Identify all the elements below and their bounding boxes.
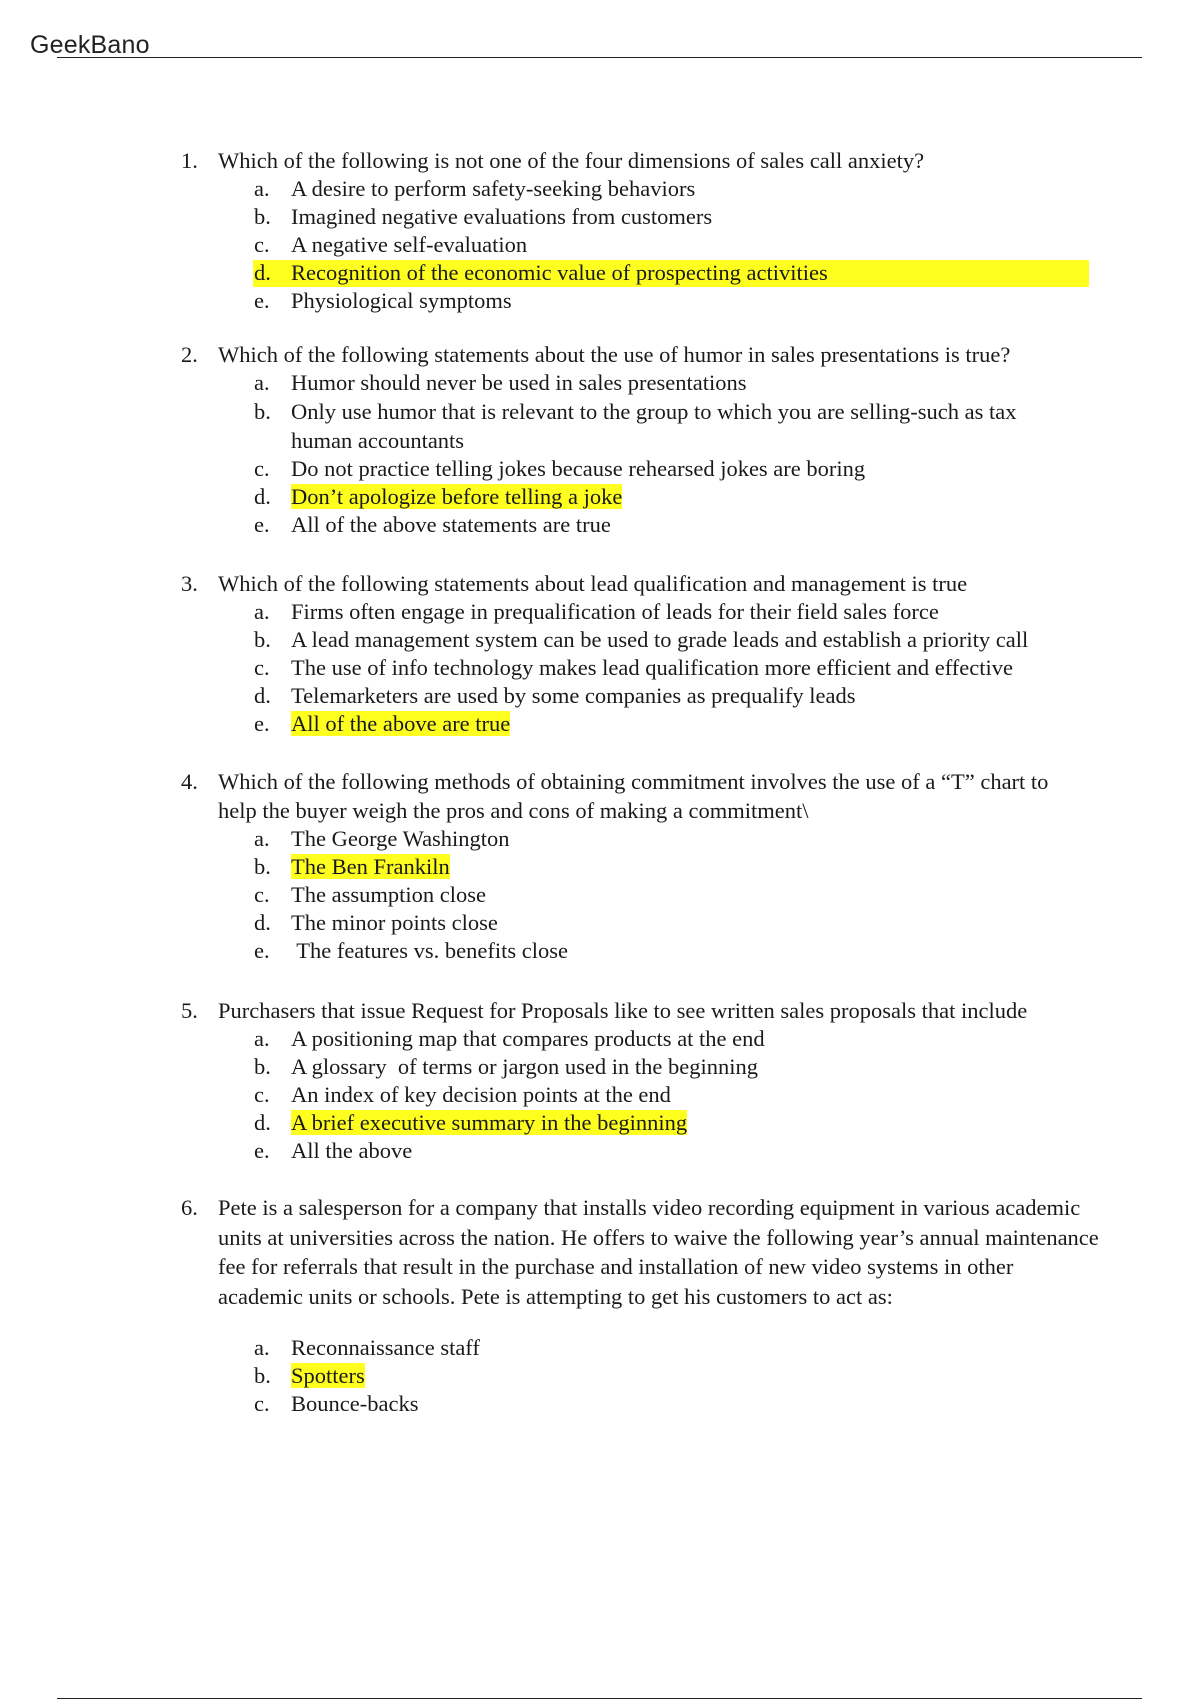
- option-letter: b.: [254, 854, 271, 879]
- option-letter: d.: [254, 260, 271, 285]
- option-letter: d.: [254, 1110, 271, 1135]
- option-e: [0, 937, 1200, 965]
- option-b: [0, 626, 1200, 654]
- option-b: [0, 853, 1200, 881]
- option-text-highlighted: The Ben Frankiln: [291, 854, 450, 879]
- option-text: A positioning map that compares products at the end: [291, 1026, 765, 1051]
- option-letter: b.: [254, 399, 271, 424]
- question-stem: [0, 1193, 1103, 1311]
- option-letter: c.: [254, 1082, 270, 1107]
- question-stem: [0, 340, 1093, 369]
- question-5: [0, 996, 1200, 1193]
- option-c: [0, 881, 1200, 909]
- question-number: 5.: [181, 998, 198, 1023]
- question-text: Which of the following methods of obtaining commitment involves the use of a “T” chart to help the buyer weigh the pros and cons of making a commitment\: [218, 769, 1049, 823]
- question-text: Which of the following statements about lead qualification and management is true: [218, 571, 968, 596]
- question-stem: [0, 146, 1093, 175]
- option-a: [0, 175, 1200, 203]
- option-list: [0, 1025, 1200, 1165]
- option-letter: a.: [254, 599, 270, 624]
- option-letter: c.: [254, 232, 270, 257]
- option-e: [0, 511, 1200, 539]
- option-e: [0, 287, 1200, 315]
- option-e: [0, 1137, 1200, 1165]
- option-text: The use of info technology makes lead qualification more efficient and effective: [291, 655, 1014, 680]
- option-text: An index of key decision points at the end: [291, 1082, 671, 1107]
- option-e: [0, 710, 1200, 738]
- option-letter: b.: [254, 627, 271, 652]
- option-text: Reconnaissance staff: [291, 1335, 480, 1360]
- question-text: Pete is a salesperson for a company that installs video recording equipment in various academic units at universities across the nation. He offers to waive the following year’s annual maintenance fee for referrals that result in the purchase and installation of new video systems in other academic units or schools. Pete is attempting to get his customers to act as:: [218, 1195, 1099, 1309]
- option-text: Imagined negative evaluations from customers: [291, 204, 713, 229]
- question-number: 6.: [181, 1195, 198, 1220]
- option-c: [0, 231, 1200, 259]
- question-number: 2.: [181, 342, 198, 367]
- option-b: [0, 1362, 1200, 1390]
- option-d-highlighted: [0, 259, 1200, 287]
- option-letter: d.: [254, 683, 271, 708]
- option-text: A glossary of terms or jargon used in the beginning: [291, 1054, 759, 1079]
- option-text-highlighted: Don’t apologize before telling a joke: [291, 484, 623, 509]
- option-letter: e.: [254, 512, 270, 537]
- question-number: 4.: [181, 769, 198, 794]
- option-letter: b.: [254, 1054, 271, 1079]
- option-a: [0, 1334, 1200, 1362]
- option-letter: d.: [254, 484, 271, 509]
- option-list: [0, 825, 1200, 965]
- option-text: Humor should never be used in sales presentations: [291, 370, 747, 395]
- question-3: [0, 569, 1200, 767]
- option-letter: e.: [254, 288, 270, 313]
- option-d: [0, 909, 1200, 937]
- option-b: [0, 203, 1200, 231]
- question-number: 3.: [181, 571, 198, 596]
- option-text: Do not practice telling jokes because rehearsed jokes are boring: [291, 456, 866, 481]
- option-letter: c.: [254, 456, 270, 481]
- option-d: [0, 682, 1200, 710]
- header-rule: [57, 57, 1142, 58]
- option-letter: e.: [254, 938, 270, 963]
- option-a: [0, 1025, 1200, 1053]
- question-4: [0, 767, 1200, 996]
- option-letter: a.: [254, 176, 270, 201]
- option-text: The features vs. benefits close: [291, 938, 568, 963]
- question-text: Purchasers that issue Request for Proposals like to see written sales proposals that include: [218, 998, 1028, 1023]
- question-6: [0, 1193, 1200, 1418]
- option-text: Firms often engage in prequalification of leads for their field sales force: [291, 599, 939, 624]
- option-b: [0, 1053, 1200, 1081]
- option-list: [0, 1334, 1200, 1418]
- option-letter: d.: [254, 910, 271, 935]
- option-c: [0, 455, 1200, 483]
- option-letter: a.: [254, 826, 270, 851]
- option-letter: c.: [254, 655, 270, 680]
- option-text-highlighted: Spotters: [291, 1363, 365, 1388]
- option-list: [0, 598, 1200, 738]
- question-number: 1.: [181, 148, 198, 173]
- option-list: [0, 369, 1200, 539]
- footer-rule: [57, 1698, 1142, 1699]
- option-text: The George Washington: [291, 826, 510, 851]
- option-letter: a.: [254, 370, 270, 395]
- option-a: [0, 598, 1200, 626]
- option-text: A negative self-evaluation: [291, 232, 528, 257]
- option-text: Telemarketers are used by some companies as prequalify leads: [291, 683, 856, 708]
- question-stem: [0, 996, 1118, 1025]
- question-text: Which of the following statements about the use of humor in sales presentations is true?: [218, 342, 1011, 367]
- option-letter: e.: [254, 1138, 270, 1163]
- option-list: [0, 175, 1200, 315]
- question-stem: [0, 767, 1058, 825]
- question-1: [0, 146, 1200, 340]
- option-text-highlighted: All of the above are true: [291, 711, 511, 736]
- option-c: [0, 654, 1200, 682]
- option-d: [0, 483, 1200, 511]
- page-header: [30, 28, 1142, 58]
- option-letter: b.: [254, 204, 271, 229]
- option-a: [0, 369, 1200, 397]
- option-text: A desire to perform safety-seeking behaviors: [291, 176, 696, 201]
- option-d: [0, 1109, 1200, 1137]
- option-letter: a.: [254, 1026, 270, 1051]
- option-letter: c.: [254, 1391, 270, 1416]
- option-letter: c.: [254, 882, 270, 907]
- question-text: Which of the following is not one of the four dimensions of sales call anxiety?: [218, 148, 925, 173]
- option-text-highlighted: A brief executive summary in the beginning: [291, 1110, 688, 1135]
- option-text: All the above: [291, 1138, 413, 1163]
- option-text: Only use humor that is relevant to the group to which you are selling-such as tax human accountants: [291, 399, 1017, 453]
- brand-name: GeekBano: [30, 31, 150, 59]
- question-stem: [0, 569, 1093, 598]
- option-text: The minor points close: [291, 910, 498, 935]
- option-text: A lead management system can be used to grade leads and establish a priority call: [291, 627, 1029, 652]
- question-2: [0, 340, 1200, 569]
- option-a: [0, 825, 1200, 853]
- option-text: Bounce-backs: [291, 1391, 419, 1416]
- option-letter: b.: [254, 1363, 271, 1388]
- option-b: [0, 397, 1200, 455]
- option-letter: a.: [254, 1335, 270, 1360]
- option-text: The assumption close: [291, 882, 486, 907]
- option-text: Physiological symptoms: [291, 288, 512, 313]
- option-c: [0, 1081, 1200, 1109]
- question-list: [0, 146, 1200, 1418]
- option-text: All of the above statements are true: [291, 512, 611, 537]
- option-text: Recognition of the economic value of prospecting activities: [291, 260, 828, 285]
- option-letter: e.: [254, 711, 270, 736]
- option-c: [0, 1390, 1200, 1418]
